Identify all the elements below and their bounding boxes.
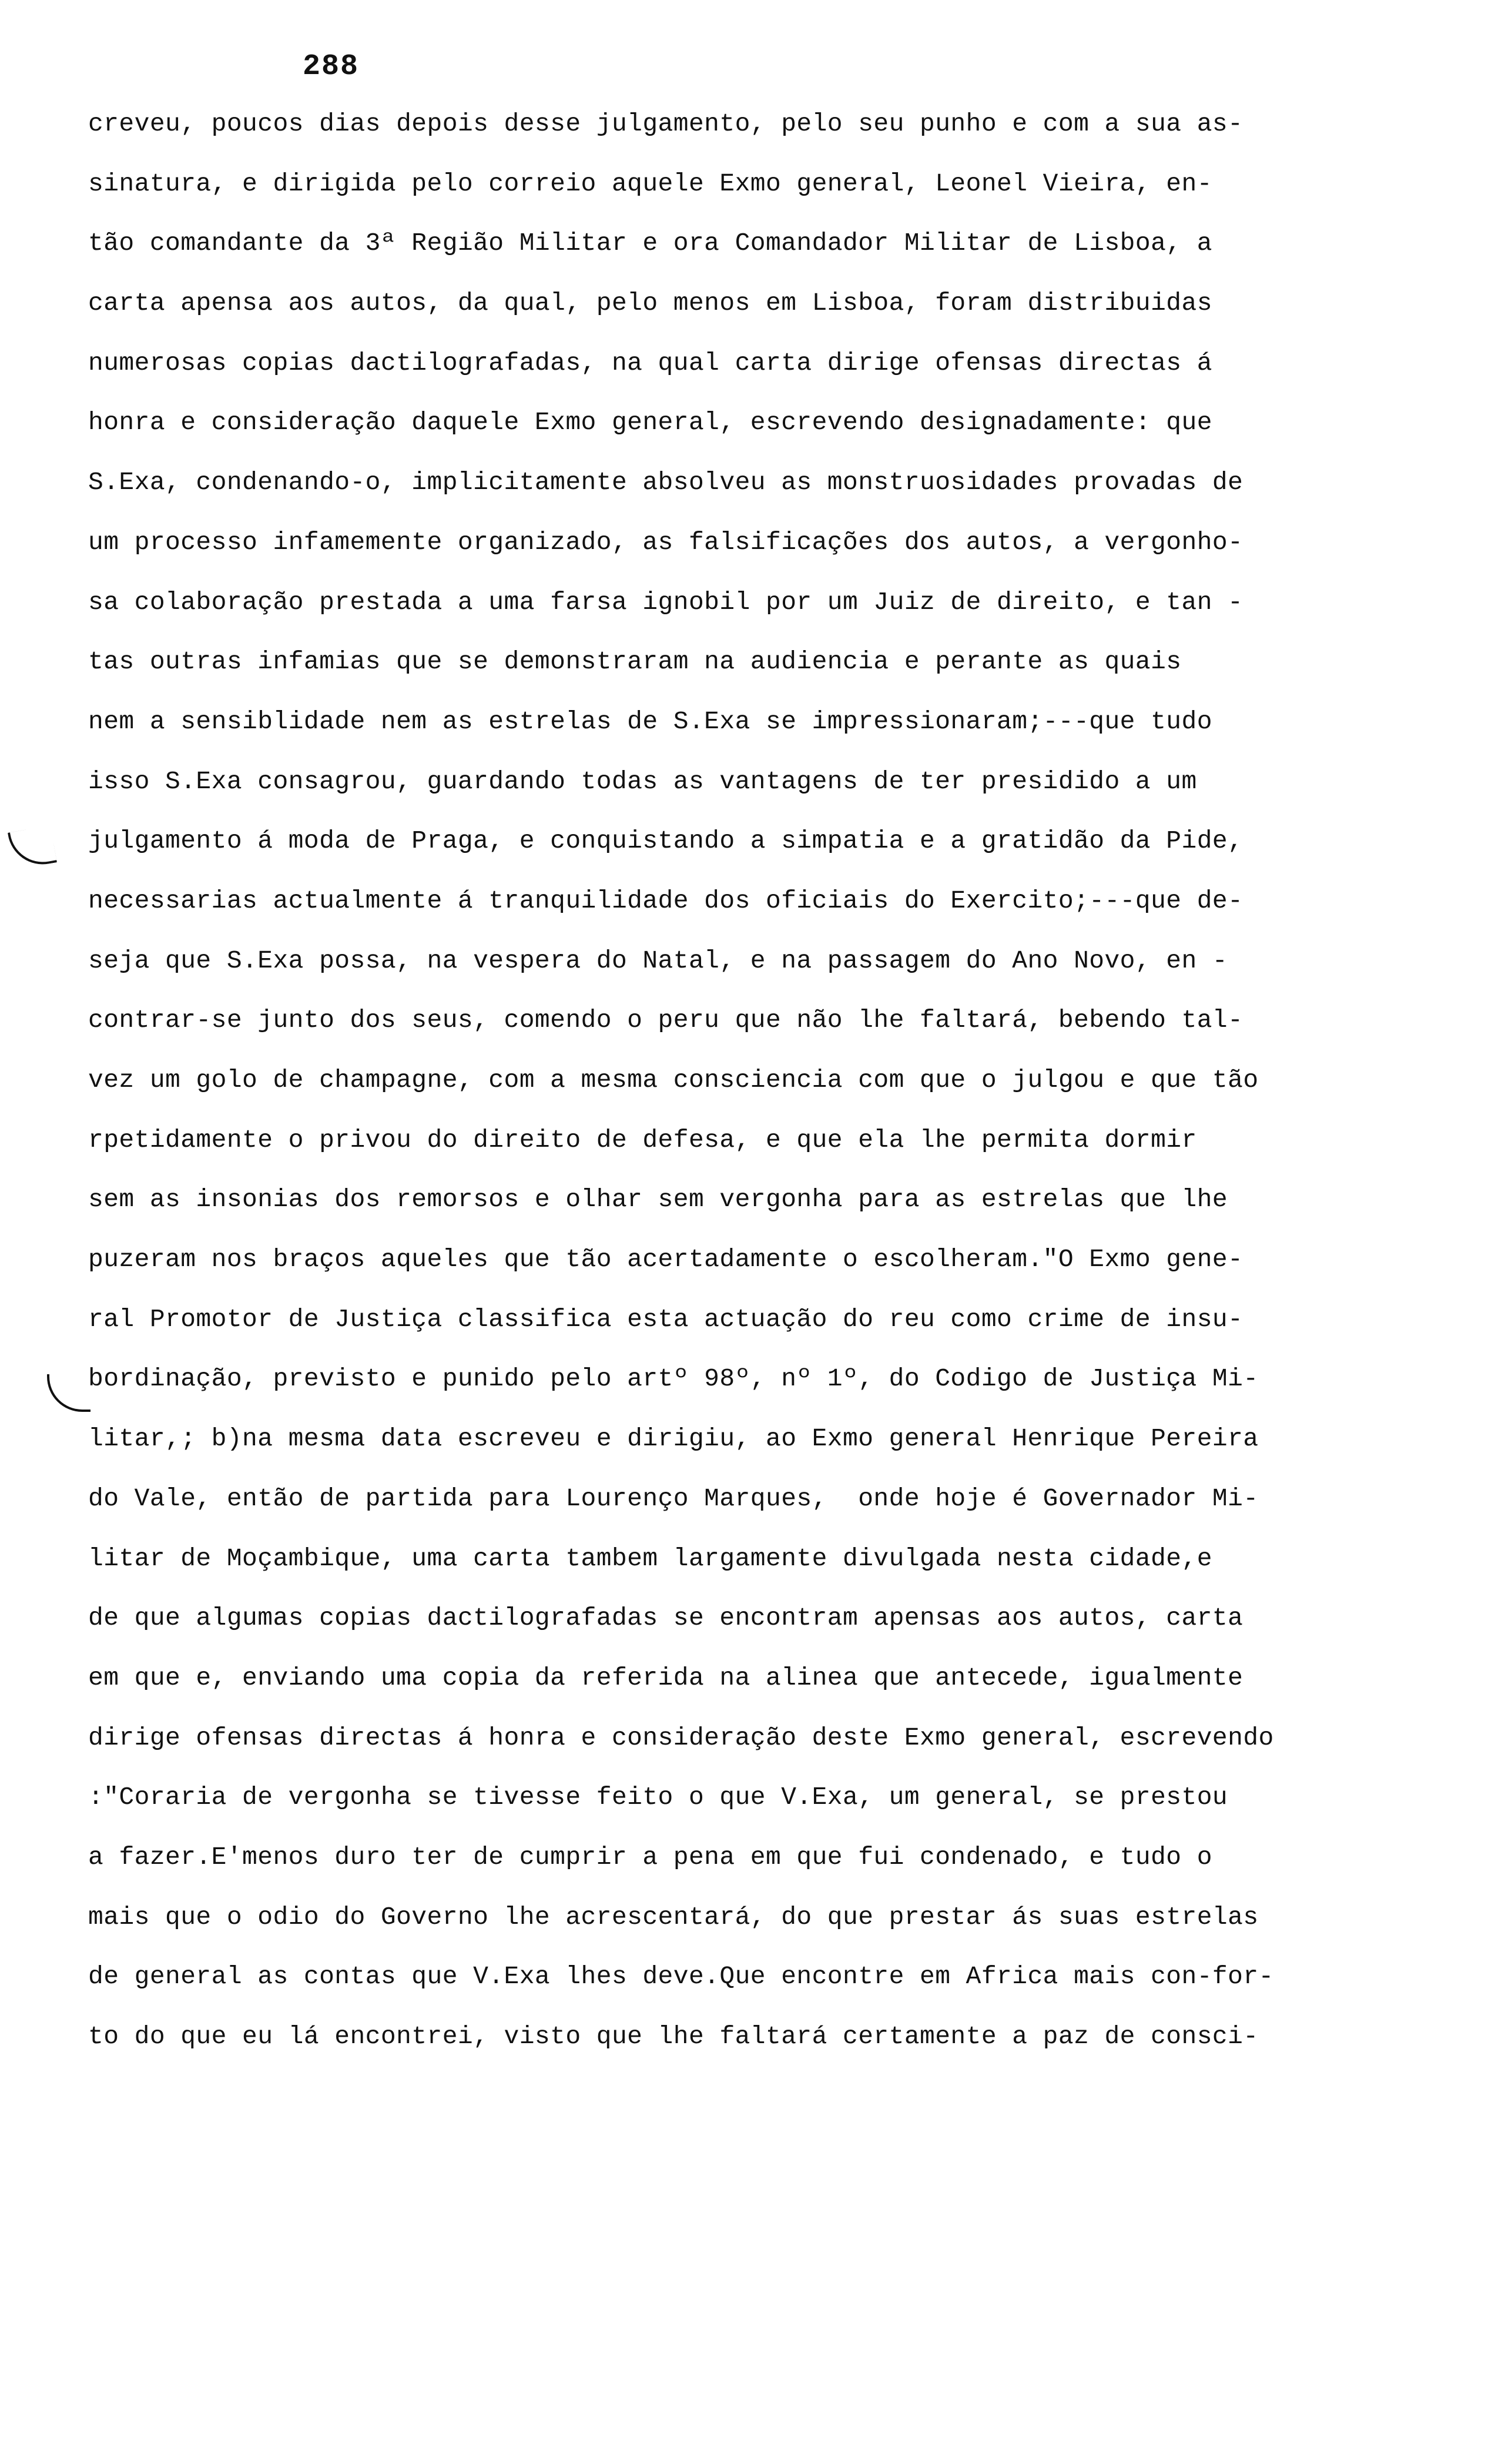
text-line: vez um golo de champagne, com a mesma consciencia com que o julgou e que tão (88, 1066, 1259, 1094)
text-line: S.Exa, condenando-o, implicitamente absolveu as monstruosidades provadas de (88, 468, 1243, 497)
text-line: necessarias actualmente á tranquilidade dos oficiais do Exercito;---que de- (88, 886, 1243, 915)
text-line: um processo infamemente organizado, as falsificações dos autos, a vergonho- (88, 527, 1243, 557)
text-line: sem as insonias dos remorsos e olhar sem vergonha para as estrelas que lhe (88, 1185, 1228, 1214)
margin-annotation-mark (8, 825, 57, 870)
text-line: do Vale, então de partida para Lourenço Marques, onde hoje é Governador Mi- (88, 1484, 1259, 1513)
text-line: sa colaboração prestada a uma farsa ignobil por um Juiz de direito, e tan - (88, 587, 1243, 617)
text-line: nem a sensiblidade nem as estrelas de S.Exa se impressionaram;---que tudo (88, 707, 1212, 736)
text-line: tas outras infamias que se demonstraram na audiencia e perante as quais (88, 647, 1182, 677)
text-line: a fazer.E'menos duro ter de cumprir a pena em que fui condenado, e tudo o (88, 1842, 1212, 1872)
text-line: de que algumas copias dactilografadas se encontram apensas aos autos, carta (88, 1603, 1243, 1633)
body-text (88, 94, 1475, 2067)
text-line: sinatura, e dirigida pelo correio aquele Exmo general, Leonel Vieira, en- (88, 169, 1212, 198)
text-line: seja que S.Exa possa, na vespera do Natal, e na passagem do Ano Novo, en - (88, 946, 1228, 975)
text-line: isso S.Exa consagrou, guardando todas as vantagens de ter presidido a um (88, 766, 1197, 796)
text-line: puzeram nos braços aqueles que tão acertadamente o escolheram."O Exmo gene- (88, 1245, 1243, 1274)
text-line: contrar-se junto dos seus, comendo o peru que não lhe faltará, bebendo tal- (88, 1006, 1243, 1035)
text-line: julgamento á moda de Praga, e conquistando a simpatia e a gratidão da Pide, (88, 826, 1243, 856)
text-line: tão comandante da 3ª Região Militar e ora Comandador Militar de Lisboa, a (88, 229, 1212, 258)
text-line: de general as contas que V.Exa lhes deve.Que encontre em Africa mais con-for- (88, 1962, 1274, 1991)
text-line: carta apensa aos autos, da qual, pelo menos em Lisboa, foram distribuidas (88, 289, 1212, 318)
text-line: creveu, poucos dias depois desse julgamento, pelo seu punho e com a sua as- (88, 109, 1243, 138)
text-line: litar,; b)na mesma data escreveu e dirigiu, ao Exmo general Henrique Pereira (88, 1424, 1259, 1454)
text-line: rpetidamente o privou do direito de defesa, e que ela lhe permita dormir (88, 1125, 1197, 1154)
text-line: dirige ofensas directas á honra e consideração deste Exmo general, escrevendo (88, 1723, 1274, 1752)
text-line: :"Coraria de vergonha se tivesse feito o que V.Exa, um general, se prestou (88, 1783, 1228, 1812)
text-line: honra e consideração daquele Exmo general, escrevendo designadamente: que (88, 408, 1212, 437)
text-line: ral Promotor de Justiça classifica esta actuação do reu como crime de insu- (88, 1304, 1243, 1334)
text-line: mais que o odio do Governo lhe acrescentará, do que prestar ás suas estrelas (88, 1902, 1259, 1931)
text-line: to do que eu lá encontrei, visto que lhe faltará certamente a paz de consci- (88, 2022, 1259, 2051)
text-line: numerosas copias dactilografadas, na qual carta dirige ofensas directas á (88, 348, 1212, 377)
text-line: bordinação, previsto e punido pelo artº 98º, nº 1º, do Codigo de Justiça Mi- (88, 1364, 1259, 1394)
text-line: litar de Moçambique, uma carta tambem largamente divulgada nesta cidade,e (88, 1544, 1212, 1573)
text-line: em que e, enviando uma copia da referida na alinea que antecede, igualmente (88, 1663, 1243, 1692)
margin-annotation-mark (47, 1374, 90, 1412)
page-number: 288 (303, 50, 360, 83)
